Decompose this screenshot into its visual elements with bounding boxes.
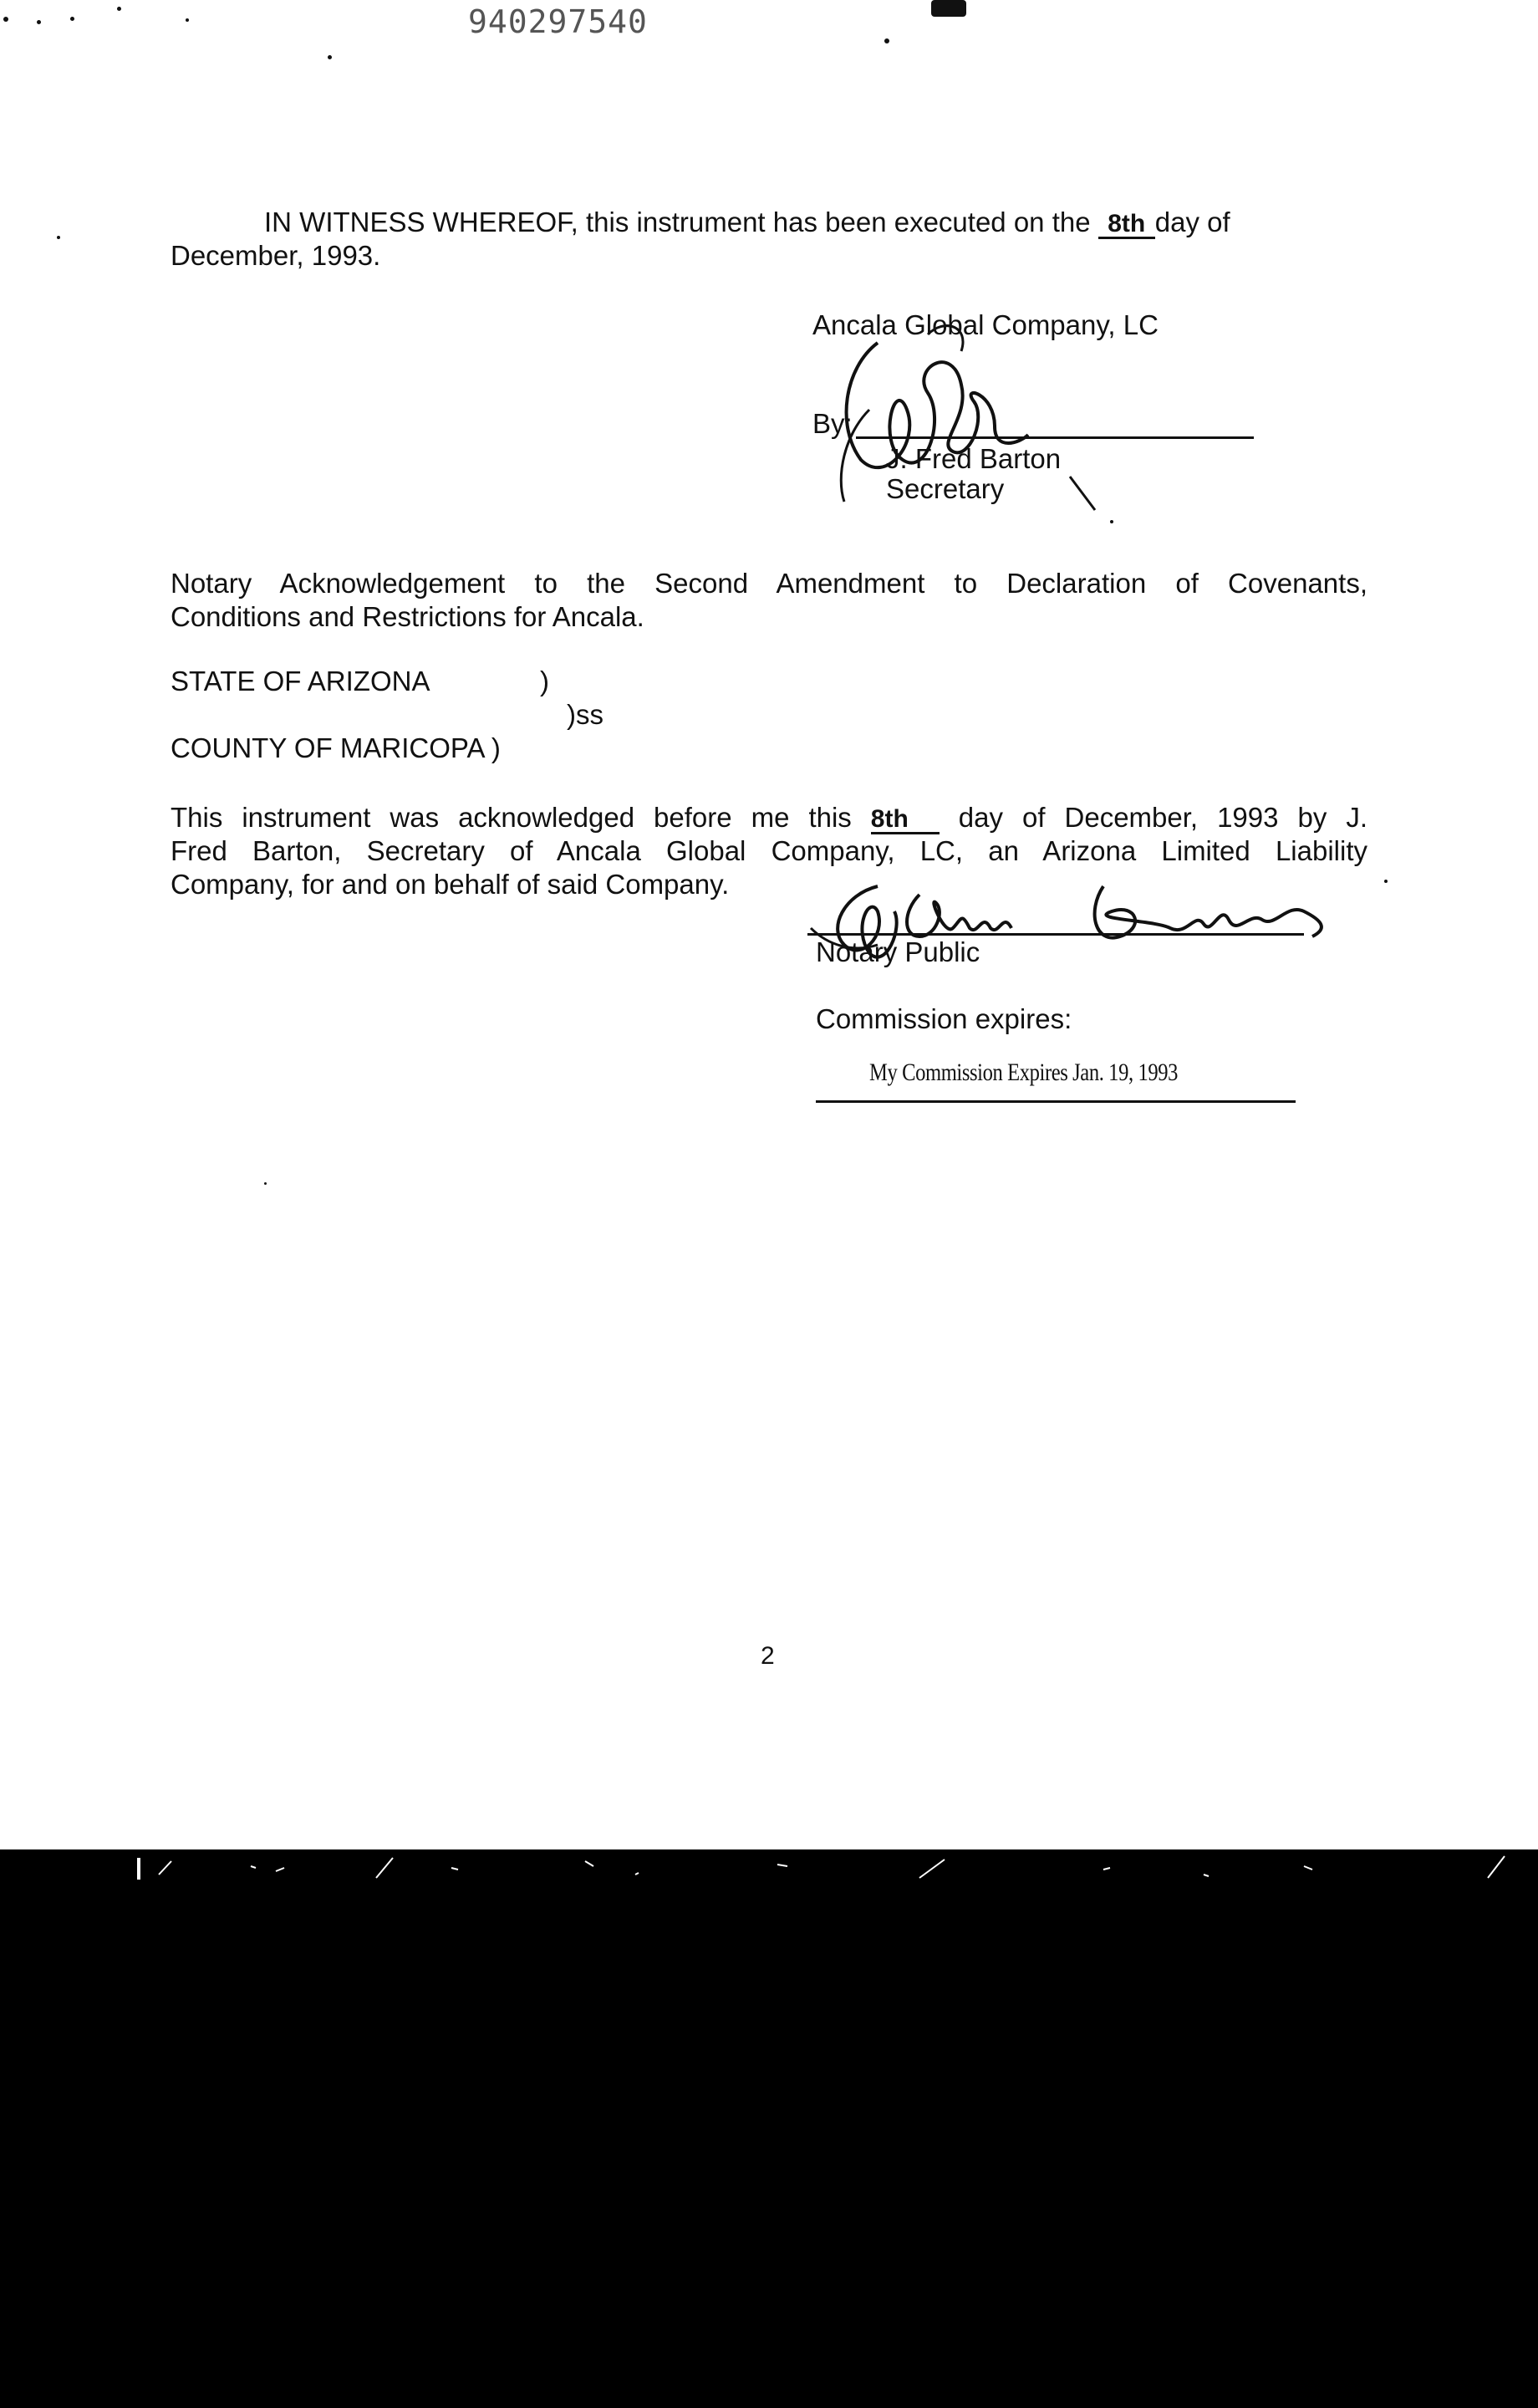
state-label: STATE OF ARIZONA <box>171 666 430 696</box>
notary-signature-line <box>807 933 1304 936</box>
ack-body-text-after: day of December, 1993 by J. <box>958 802 1367 833</box>
witness-text-after: day of <box>1154 207 1230 237</box>
signer-name: J. Fred Barton <box>886 443 1062 474</box>
ack-day-handwritten: 8th <box>871 807 940 834</box>
witness-day-handwritten: 8th <box>1098 212 1155 239</box>
scan-speck <box>264 1182 267 1185</box>
acknowledgement-body-line3: Company, for and on behalf of said Company. <box>171 869 730 900</box>
scan-speck <box>57 236 60 239</box>
acknowledgement-title-line2: Conditions and Restrictions for Ancala. <box>171 601 644 632</box>
scan-speck <box>186 18 189 22</box>
company-name: Ancala Global Company, LC <box>812 309 1159 340</box>
witness-date-line: December, 1993. <box>171 240 381 271</box>
county-label: COUNTY OF MARICOPA ) <box>171 732 501 763</box>
scan-speck <box>3 17 8 22</box>
document-number: 940297540 <box>468 3 648 40</box>
witness-statement <box>171 206 1367 239</box>
by-label: By: <box>812 408 853 439</box>
scan-speck <box>70 17 74 21</box>
scanner-black-band <box>0 1849 1538 2408</box>
ack-body-text: This instrument was acknowledged before me this <box>171 802 852 833</box>
scan-noise <box>0 1849 1538 1880</box>
scan-speck <box>37 20 41 24</box>
acknowledgement-body-line2: Fred Barton, Secretary of Ancala Global Company, LC, an Arizona Limited Liability <box>171 835 1367 866</box>
acknowledgement-title-line1: Notary Acknowledgement to the Second Amendment to Declaration of Covenants, <box>171 568 1367 599</box>
scan-speck <box>884 38 889 43</box>
scan-speck <box>931 0 966 17</box>
scan-speck <box>117 7 121 11</box>
ss-label: )ss <box>567 699 603 730</box>
scan-speck <box>1110 520 1113 523</box>
commission-line <box>816 1100 1296 1103</box>
barton-signature <box>828 318 1112 518</box>
commission-stamp: My Commission Expires Jan. 19, 1993 <box>869 1059 1179 1086</box>
state-paren: ) <box>540 666 549 696</box>
scan-speck <box>328 55 332 59</box>
witness-text: IN WITNESS WHEREOF, this instrument has been executed on the <box>264 207 1091 237</box>
signer-title: Secretary <box>886 473 1005 504</box>
page-number: 2 <box>761 1642 775 1670</box>
scan-speck <box>1384 880 1388 883</box>
acknowledgement-body-line1 <box>171 801 1367 834</box>
notary-public-label: Notary Public <box>816 936 980 967</box>
commission-expires-label: Commission expires: <box>816 1003 1072 1034</box>
